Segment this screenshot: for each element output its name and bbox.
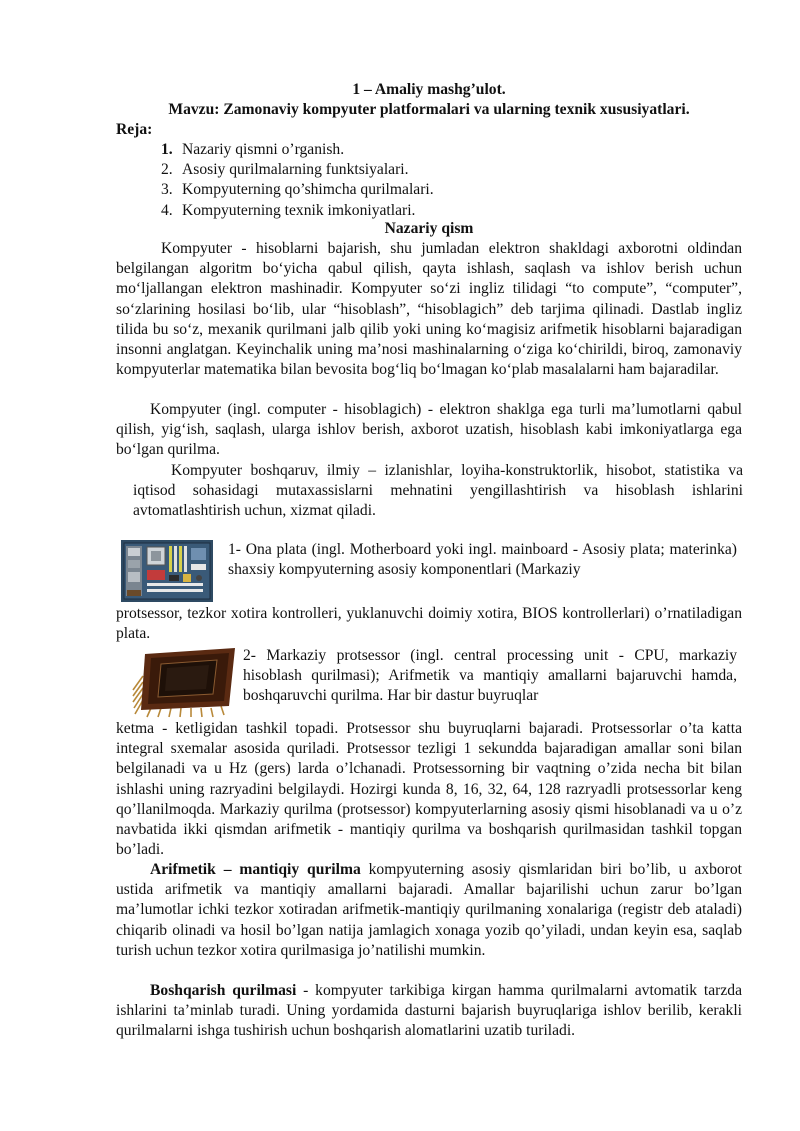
processor-image [131,646,241,718]
plan-item: 1. Nazariy qismni o’rganish. [161,141,345,158]
section-heading: Nazariy qism [384,220,474,237]
paragraph-control-unit: Boshqarish qurilmasi - kompyuter tarkibiga kirgan hamma qurilmalarni avtomatik tarzda ishlarini ta’minlab turadi. Uning yordamida dasturni bajarish buyruqlariga ishlov berilib, kerakli qurilmalarni ishga tushirish uchun boshqarish alomatlarini uzatib turiladi. [116,982,743,1040]
topic-title: Mavzu: Zamonaviy kompyuter platformalari va ularning texnik xususiyatlari. [168,101,690,118]
motherboard-image [121,540,213,602]
motherboard-description: 1- Ona plata (ingl. Motherboard yoki ingl. mainboard - Asosiy plata; materinka) shaxsiy kompyuterning asosiy komponentlari (Markaziy [228,541,737,579]
plan-item: 3. Kompyuterning qo’shimcha qurilmalari. [161,181,434,199]
processor-description-continued: ketma - ketligidan tashkil topadi. Protsessor shu buyruqlarni bajaradi. Protsessorlar o’ta katta integral sxemalar asosida quriladi. Protsessor tezligi 1 sekundda bajaradigan amallar soni bilan belgilanadi va u Hz (gers) larda o’lchanadi. Protsessorning bir vaqtning o’zida necha bit bilan ishlashi uning razryadini belgilaydi. Hozirgi kunda 8, 16, 32, 64, 128 razryadli protsessorlar keng qo’llanilmoqda. Markaziy qurilma (protsessor) kompyuterlarning asosiy qismi hisoblanadi va u o’z navbatida ikki qismdan arifmetik - mantiqiy qurilma va boshqarish qurilmasidan tashkil topgan bo’ladi. [116,720,742,859]
page-title: 1 – Amaliy mashg’ulot. [352,81,506,98]
plan-label: Reja: [116,121,153,138]
paragraph-computer-definition: Kompyuter - hisoblarni bajarish, shu jumladan elektron shakldagi axborotni oldindan belgilangan algoritm bo‘yicha qabul qilish, qayta ishlash, saqlash va ishlov berish uchun mo‘ljallangan elektron mashinadir. Kompyuter so‘zi ingliz tilidagi “to compute”, “computer”, so‘zlarining hosilasi bo‘lib, ular “hisoblash”, “hisoblagich” deb tarjima qilinadi. Dastlab ingliz tilida bu so‘z, mexanik qurilmani jalb qilib yoki uning ko‘magisiz arifmetik hisoblarni bajaradigan insonni anglatgan. Keyinchalik uning ma’nosi mashinalarning o‘ziga ko‘chirildi, biroq, zamonaviy kompyuterlar matematika bilan bevosita bog‘liq bo‘lmagan ko‘plab masalalarni ham bajaradilar. [116,240,742,379]
paragraph-computer-purpose: Kompyuter boshqaruv, ilmiy – izlanishlar, loyiha-konstruktorlik, hisobot, statistika va iqtisod sohasidagi mutaxassislarni mehnatini yengillashtirish va hisoblash ishlarini avtomatlashtirish uchun, xizmat qiladi. [133,462,743,520]
motherboard-description-continued: protsessor, tezkor xotira kontrolleri, yuklanuvchi doimiy xotira, BIOS kontrollerlari) o’rnatiladigan plata. [116,605,742,643]
paragraph-alu: Arifmetik – mantiqiy qurilma kompyuterning asosiy qismlaridan biri bo’lib, u axborot ustida arifmetik va mantiqiy amallarni bajaradi. Amallar bajarilishi uchun zarur bo’lgan ma’lumotlar ichki tezkor xotiradan arifmetik-mantiqiy qurilmaning xonalariga (registr deb ataladi) chiqarib olinadi va hosil bo’lgan natija jamlagich xonaga yozib qo’yiladi, undan keyin esa, saqlab turish uchun tezkor xotira qurilmasiga jo’natilishi mumkin. [116,861,742,959]
plan-item: 4. Kompyuterning texnik imkoniyatlari. [161,201,416,219]
processor-description: 2- Markaziy protsessor (ingl. central processing unit - CPU, markaziy hisoblash qurilmasi); Arifmetik va mantiqiy amallarni bajaruvchi hamda, boshqaruvchi qurilma. Har bir dastur buyruqlar [243,647,737,705]
alu-term: Arifmetik – mantiqiy qurilma [150,861,361,878]
paragraph-computer-english: Kompyuter (ingl. computer - hisoblagich) - elektron shaklga ega turli ma’lumotlarni qabul qilish, yig‘ish, saqlash, ularga ishlov berish, axborot uzatish, hisoblash kabi imkoniyatlarga ega bo‘lgan qurilma. [116,401,742,459]
plan-item: 2. Asosiy qurilmalarning funktsiyalari. [161,161,409,179]
control-unit-term: Boshqarish qurilmasi [150,982,297,999]
plan-list [161,140,434,221]
